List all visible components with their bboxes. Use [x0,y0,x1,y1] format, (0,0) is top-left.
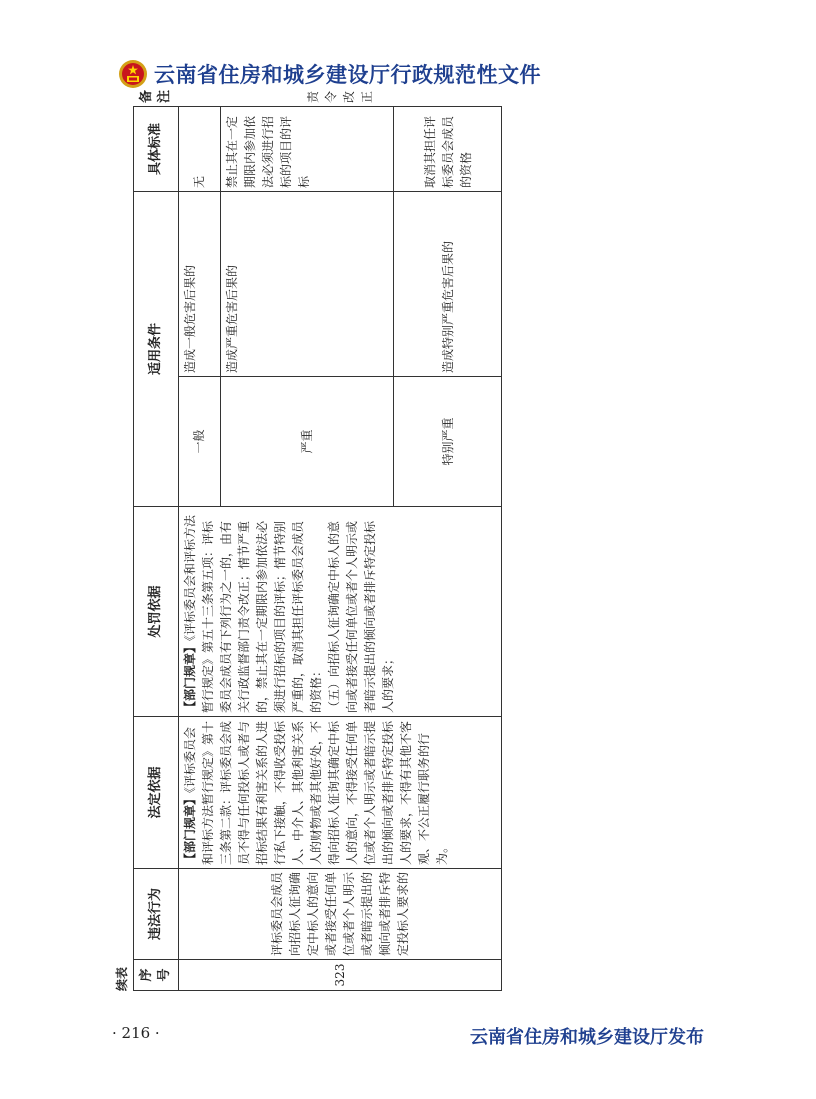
table-header-row: 序号 违法行为 法定依据 处罚依据 适用条件 具体标准 备注 [134,106,179,990]
condition-very-serious: 造成特别严重危害后果的 [394,191,502,376]
page-number: · 216 · [112,1024,160,1042]
legal-basis-cell [179,717,502,869]
col-header-seq: 序号 [134,960,179,991]
col-header-standard: 具体标准 [134,106,179,191]
penalty-table [133,89,502,991]
col-header-violation: 违法行为 [134,869,179,960]
violation-cell: 评标委员会成员向招标人征询确定中标人的意向或者接受任何单位或者个人明示或者暗示提出的倾向或者排斥特定投标人要求的 [179,869,502,960]
level-very-serious: 特别严重 [394,377,502,507]
publisher-label: 云南省住房和城乡建设厅发布 [470,1027,704,1048]
document-header [118,56,541,92]
rotated-table-container [113,89,502,991]
standard-general: 无 [179,106,221,191]
row-number: 323 [179,960,502,991]
standard-serious: 禁止其在一定期限内参加依法必须进行招标的项目的评标 [220,106,393,191]
legal-basis-tag: 【部门规章】 [183,792,197,865]
penalty-basis-text: 《评标委员会和评标方法暂行规定》第五十三条第五项：评标委员会成员有下列行为之一的，由有关行政监督部门责令改正；情节严重的，禁止其在一定期限内参加依法必须进行招标的项目的评标；情节特别严重的，取消其担任评标委员会成员的资格： [183,514,323,713]
national-emblem-icon [118,59,148,89]
col-header-condition: 适用条件 [134,191,179,506]
document-title: 云南省住房和城乡建设厅行政规范性文件 [154,63,541,87]
condition-serious: 造成严重危害后果的 [220,191,393,376]
col-header-legal-basis: 法定依据 [134,717,179,869]
standard-very-serious: 取消其担任评标委员会成员的资格 [394,106,502,191]
col-header-penalty-basis: 处罚依据 [134,507,179,717]
continued-label: 续表 [115,966,129,991]
penalty-basis-cell [179,507,502,717]
level-general: 一般 [179,377,221,507]
level-serious: 严重 [220,377,393,507]
legal-basis-text: 《评标委员会和评标方法暂行规定》第十三条第二款：评标委员会成员不得与任何投标人或者与招标结果有利害关系的人进行私下接触，不得收受投标人、中介人、其他利害关系人的财物或者其他好处，不得向招标人征询其确定中标人的意向，不得接受任何单位或者个人明示或者暗示提出的倾向或者排斥特定投标人的要求，不得有其他不客观、不公正履行职务的行为。 [183,720,449,865]
penalty-basis-tag: 【部门规章】 [183,640,197,713]
table-row: 323 评标委员会成员向招标人征询确定中标人的意向或者接受任何单位或者个人明示或者暗示提出的倾向或者排斥特定投标人要求的 【部门规章】《评标委员会和评标方法暂行规定》第十三条第二款：评标委员会成员不得与任何投标人或者与招标结果有利害关系的人进行私下接触，不得收受投标人、中介人、其他利害关系人的财物或者其他好处，不得向招标人征询其确定中标人的意向，不得接受任何单位或者个人明示或者暗示提出的倾向或者排斥特定投标人的要求，不得有其他不客观、不公正履行职务的行为。 【部门规章】《评标委员会和评标方法暂行规定》第五十三条第五项：评标委员会成员有下列行为之一的，由有关行政监督部门责令改正；情节严重的，禁止其在一定期限内参加依法必须进行招标的项目的评标；情节特别严重的，取消其担任评标委员会成员的资格： （五）向招标人征询确定中标人的意向或者接受任何单位或者个人明示或者暗示提出的倾向或者排斥特定投标人的要求； 一般 造成一般危害后果的 无 责令改正 [179,106,221,990]
penalty-basis-item: （五）向招标人征询确定中标人的意向或者接受任何单位或者个人明示或者暗示提出的倾向或者排斥特定投标人的要求； [327,520,395,713]
condition-general: 造成一般危害后果的 [179,191,221,376]
